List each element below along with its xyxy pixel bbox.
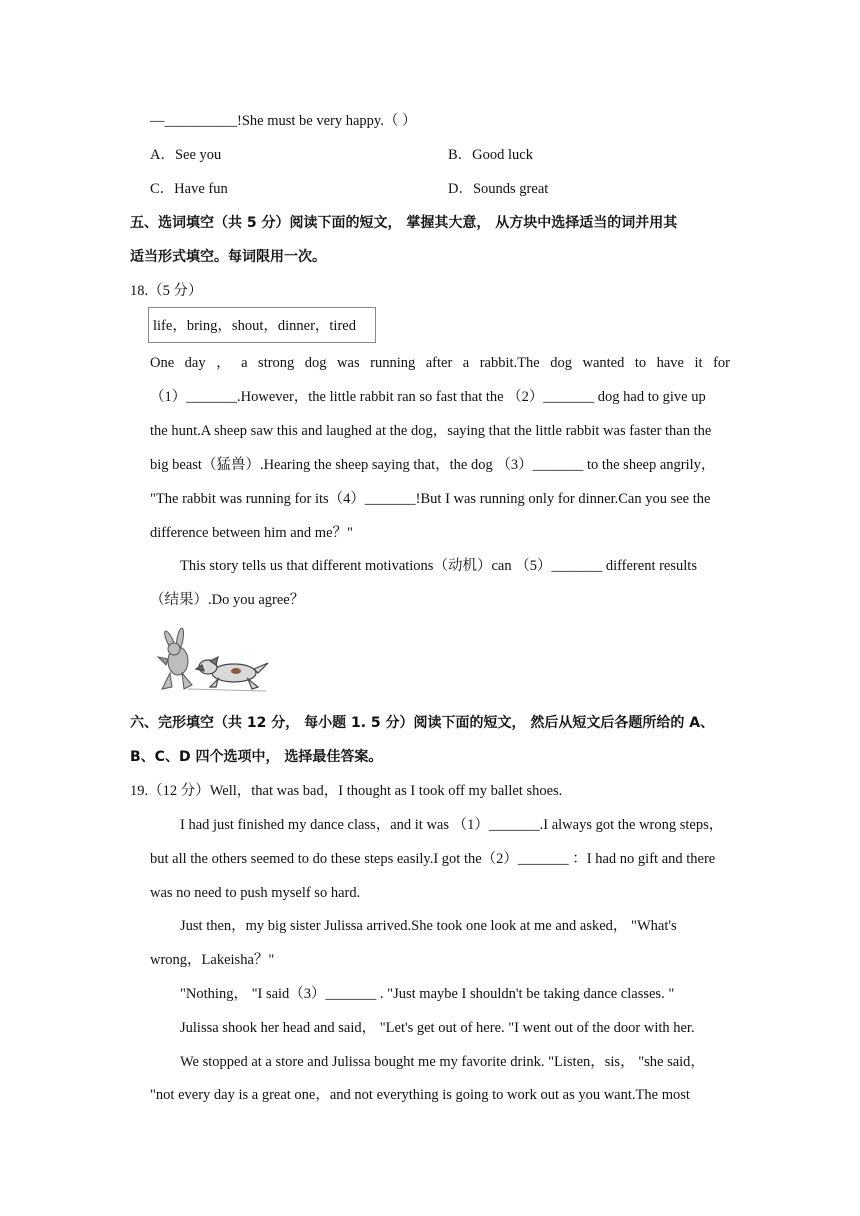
q19-passage-line8: We stopped at a store and Julissa bought me my favorite drink. "Listen，sis， "she said， [180,1054,705,1070]
word: a [241,355,248,371]
q17-option-a: A．See you [150,147,222,163]
word: dog [550,355,572,371]
word: dog [304,355,327,371]
word: ， [216,355,231,371]
word: rabbit.The [479,355,540,371]
q18-passage-line8: （结果）.Do you agree？ [150,592,305,608]
word: wanted [582,355,625,371]
q19-passage-line4: Just then，my big sister Julissa arrived.She took one look at me and asked， "What's [180,918,677,934]
q19-passage-line7: Julissa shook her head and said， "Let's get out of here. "I went out of the door with her. [180,1020,695,1036]
word: running [370,355,416,371]
q19-passage-line5: wrong，Lakeisha？" [150,952,275,968]
word: to [634,355,647,371]
section6-title-line1: 六、完形填空（共 12 分， 每小题 1. 5 分）阅读下面的短文， 然后从短文后各题所给的 A、 [130,715,715,731]
section6-title-line2: B、C、D 四个选项中， 选择最佳答案。 [130,749,383,765]
q18-passage-line2: （1）_______.However，the little rabbit ran so fast that the （2）_______ dog had to give up [150,389,706,405]
q19-passage-line1: I had just finished my dance class，and it was （1）_______.I always got the wrong steps， [180,817,724,833]
word: strong [258,355,295,371]
word: after [425,355,453,371]
word-box [148,307,376,343]
q18-passage-line1 [150,353,730,373]
word: One [150,355,175,371]
q17-option-b: B．Good luck [448,147,533,163]
q19-passage-line6: "Nothing， "I said（3）_______ . "Just maybe I shouldn't be taking dance classes. " [180,986,675,1002]
q17-option-d: D．Sounds great [448,181,549,197]
q18-passage-line7: This story tells us that different motivations（动机）can （5）_______ different results [180,558,697,574]
word: for [713,355,730,371]
q19-passage-line9: "not every day is a great one，and not everything is going to work out as you want.The most [150,1087,690,1103]
q18-label: 18.（5 分） [130,283,203,299]
q18-passage-line4: big beast（猛兽）.Hearing the sheep saying that，the dog （3）_______ to the sheep angrily， [150,457,716,473]
section5-title-line1: 五、选词填空（共 5 分）阅读下面的短文， 掌握其大意， 从方块中选择适当的词并用其 [130,215,678,231]
q18-passage-line5: "The rabbit was running for its（4）_______!But I was running only for dinner.Can you see the [150,491,711,507]
section5-title-line2: 适当形式填空。每词限用一次。 [130,249,326,265]
word-box-text: life，bring，shout，dinner，tired [153,318,356,334]
q19-passage-line2: but all the others seemed to do these steps easily.I got the（2）_______ ：I had no gift and there [150,851,716,867]
word: have [656,355,684,371]
word: a [462,355,470,371]
q19-label-line: 19.（12 分）Well，that was bad，I thought as I took off my ballet shoes. [130,783,563,799]
q18-passage-line3: the hunt.A sheep saw this and laughed at the dog，saying that the little rabbit was faster than the [150,423,712,439]
rabbit-dog-illustration [148,627,270,695]
q19-passage-line3: was no need to push myself so hard. [150,885,361,901]
word: day [184,355,206,371]
q17-stem: —__________!She must be very happy.（ ） [150,113,417,129]
word: it [694,355,703,371]
q17-option-c: C．Have fun [150,181,228,197]
word: was [337,355,360,371]
q18-passage-line6: difference between him and me？" [150,525,353,541]
